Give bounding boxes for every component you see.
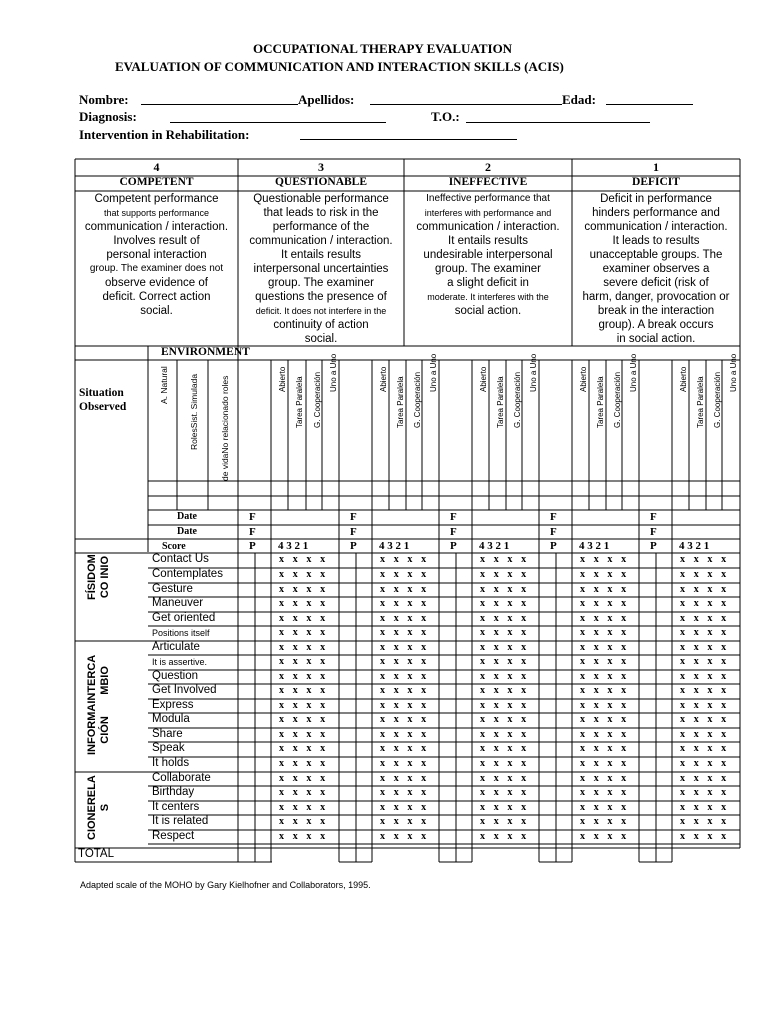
group-col-g-cooperaci-n-label: G. Cooperación bbox=[513, 371, 522, 428]
f-mark: F bbox=[350, 526, 357, 538]
score-x-marks[interactable]: x x x x bbox=[680, 598, 730, 609]
score-x-marks[interactable]: x x x x bbox=[480, 598, 530, 609]
score-x-marks[interactable]: x x x x bbox=[480, 831, 530, 842]
score-x-marks[interactable]: x x x x bbox=[680, 743, 730, 754]
score-x-marks[interactable]: x x x x bbox=[680, 671, 730, 682]
group-col-tarea-paralela-label: Tarea Paralela bbox=[496, 376, 505, 428]
desc-line: group). A break occurs bbox=[598, 319, 714, 331]
group-col-g-cooperaci-n-label: G. Cooperación bbox=[313, 371, 322, 428]
score-x-marks[interactable]: x x x x bbox=[279, 569, 329, 580]
skill-item: Maneuver bbox=[152, 597, 204, 609]
score-x-marks[interactable]: x x x x bbox=[480, 685, 530, 696]
skill-item: Get Involved bbox=[152, 684, 217, 696]
score-x-marks[interactable]: x x x x bbox=[680, 554, 730, 565]
score-x-marks[interactable]: x x x x bbox=[480, 816, 530, 827]
score-x-marks[interactable]: x x x x bbox=[380, 758, 430, 769]
score-x-marks[interactable]: x x x x bbox=[580, 656, 630, 667]
score-x-marks[interactable]: x x x x bbox=[380, 787, 430, 798]
f-mark: F bbox=[650, 511, 657, 523]
desc-line: break in the interaction bbox=[597, 305, 715, 317]
f-mark: F bbox=[249, 526, 256, 538]
desc-line: social. bbox=[304, 333, 338, 345]
desc-line: performance of the bbox=[272, 221, 370, 233]
score-x-marks[interactable]: x x x x bbox=[380, 802, 430, 813]
score-x-marks[interactable]: x x x x bbox=[580, 714, 630, 725]
desc-line: questions the presence of bbox=[255, 291, 387, 303]
score-x-marks[interactable]: x x x x bbox=[380, 685, 430, 696]
group-line: CO INIO bbox=[99, 556, 111, 599]
desc-line: deficit. It does not interfere in the bbox=[255, 306, 387, 316]
skill-item: Modula bbox=[152, 713, 190, 725]
environment-label: ENVIRONMENT bbox=[161, 346, 250, 358]
desc-line: continuity of action bbox=[273, 319, 369, 331]
group-fisico-label bbox=[86, 554, 112, 600]
group-col-abierto-label: Abierto bbox=[278, 366, 287, 392]
edad-label: Edad: bbox=[562, 92, 596, 107]
skill-item: Share bbox=[152, 728, 183, 740]
skill-item: Respect bbox=[152, 830, 195, 842]
score-x-marks[interactable]: x x x x bbox=[480, 802, 530, 813]
score-x-marks[interactable]: x x x x bbox=[279, 802, 329, 813]
intervention-label: Intervention in Rehabilitation: bbox=[79, 127, 250, 142]
total-label: TOTAL bbox=[78, 848, 114, 860]
env-no-relacionado-label: de vidaNo relacionado roles bbox=[220, 375, 230, 481]
desc-ineffective bbox=[405, 192, 571, 318]
group-col-tarea-paralela-label: Tarea Paralela bbox=[396, 376, 405, 428]
level-4-number: 4 bbox=[153, 160, 160, 174]
desc-line: a slight deficit in bbox=[447, 277, 529, 289]
score-x-marks[interactable]: x x x x bbox=[680, 802, 730, 813]
group-col-uno-a-uno-label: Uno a Uno bbox=[329, 353, 338, 392]
apellidos-label: Apellidos: bbox=[298, 92, 355, 107]
desc-line: communication / interaction. bbox=[84, 221, 229, 233]
desc-line: communication / interaction. bbox=[416, 221, 560, 233]
f-mark: F bbox=[450, 511, 457, 523]
score-scale: 4 3 2 1 bbox=[278, 540, 309, 552]
situation-line: Situation bbox=[79, 387, 124, 399]
desc-line: communication / interaction. bbox=[584, 221, 728, 233]
score-x-marks[interactable]: x x x x bbox=[680, 642, 730, 653]
f-mark: F bbox=[450, 526, 457, 538]
desc-line: social action. bbox=[454, 305, 522, 317]
date-label-2: Date bbox=[177, 526, 197, 537]
score-label: Score bbox=[162, 541, 186, 552]
group-col-abierto-label: Abierto bbox=[479, 366, 488, 392]
skill-item: Get oriented bbox=[152, 612, 216, 624]
level-1-number: 1 bbox=[653, 160, 659, 174]
score-x-marks[interactable]: x x x x bbox=[279, 584, 329, 595]
desc-line: moderate. It interferes with the bbox=[427, 292, 549, 302]
score-x-marks[interactable]: x x x x bbox=[279, 642, 329, 653]
score-x-marks[interactable]: x x x x bbox=[279, 773, 329, 784]
score-x-marks[interactable]: x x x x bbox=[580, 569, 630, 580]
group-line: CIÓN MBIO bbox=[99, 666, 111, 744]
score-x-marks[interactable]: x x x x bbox=[580, 700, 630, 711]
score-x-marks[interactable]: x x x x bbox=[480, 758, 530, 769]
level-3-number: 3 bbox=[318, 160, 324, 174]
score-x-marks[interactable]: x x x x bbox=[580, 773, 630, 784]
desc-line: Competent performance bbox=[94, 193, 219, 205]
score-x-marks[interactable]: x x x x bbox=[680, 787, 730, 798]
form-title: OCCUPATIONAL THERAPY EVALUATION bbox=[253, 41, 513, 56]
score-x-marks[interactable]: x x x x bbox=[480, 671, 530, 682]
score-x-marks[interactable]: x x x x bbox=[380, 714, 430, 725]
desc-line: deficit. Correct action bbox=[102, 291, 211, 303]
group-intercambio-label bbox=[86, 655, 112, 755]
score-x-marks[interactable]: x x x x bbox=[680, 816, 730, 827]
score-x-marks[interactable]: x x x x bbox=[279, 554, 329, 565]
score-x-marks[interactable]: x x x x bbox=[480, 584, 530, 595]
score-x-marks[interactable]: x x x x bbox=[580, 831, 630, 842]
score-scale: 4 3 2 1 bbox=[379, 540, 410, 552]
score-x-marks[interactable]: x x x x bbox=[279, 700, 329, 711]
group-line: CIONERELA bbox=[86, 775, 98, 840]
form-subtitle: EVALUATION OF COMMUNICATION AND INTERACTION SKILLS (ACIS) bbox=[115, 59, 564, 74]
skill-item: Birthday bbox=[152, 786, 195, 798]
p-mark: P bbox=[249, 540, 256, 552]
score-x-marks[interactable]: x x x x bbox=[480, 569, 530, 580]
score-x-marks[interactable]: x x x x bbox=[680, 729, 730, 740]
score-x-marks[interactable]: x x x x bbox=[279, 816, 329, 827]
score-x-marks[interactable]: x x x x bbox=[380, 627, 430, 638]
skill-item: It centers bbox=[152, 801, 200, 813]
f-mark: F bbox=[650, 526, 657, 538]
score-x-marks[interactable]: x x x x bbox=[380, 642, 430, 653]
score-x-marks[interactable]: x x x x bbox=[480, 627, 530, 638]
score-x-marks[interactable]: x x x x bbox=[279, 613, 329, 624]
group-col-tarea-paralela-label: Tarea Paralela bbox=[295, 376, 304, 428]
score-x-marks[interactable]: x x x x bbox=[279, 598, 329, 609]
score-x-marks[interactable]: x x x x bbox=[680, 569, 730, 580]
desc-competent bbox=[76, 192, 237, 318]
group-col-uno-a-uno-label: Uno a Uno bbox=[729, 353, 738, 392]
score-x-marks[interactable]: x x x x bbox=[380, 743, 430, 754]
score-x-marks[interactable]: x x x x bbox=[279, 714, 329, 725]
score-x-marks[interactable]: x x x x bbox=[680, 656, 730, 667]
desc-line: group. The examiner bbox=[268, 277, 374, 289]
desc-line: that leads to risk in the bbox=[263, 207, 379, 219]
situation-observed-label bbox=[79, 386, 126, 414]
score-scale: 4 3 2 1 bbox=[479, 540, 510, 552]
score-x-marks[interactable]: x x x x bbox=[580, 613, 630, 624]
score-x-marks[interactable]: x x x x bbox=[580, 627, 630, 638]
desc-line: It entails results bbox=[448, 235, 528, 247]
p-mark: P bbox=[650, 540, 657, 552]
score-x-marks[interactable]: x x x x bbox=[279, 743, 329, 754]
f-mark: F bbox=[550, 526, 557, 538]
score-x-marks[interactable]: x x x x bbox=[680, 613, 730, 624]
score-x-marks[interactable]: x x x x bbox=[380, 700, 430, 711]
env-natural-label: A. Natural bbox=[159, 366, 169, 404]
score-x-marks[interactable]: x x x x bbox=[279, 831, 329, 842]
score-x-marks[interactable]: x x x x bbox=[380, 656, 430, 667]
desc-line: social. bbox=[140, 305, 173, 317]
group-col-uno-a-uno-label: Uno a Uno bbox=[529, 353, 538, 392]
group-col-g-cooperaci-n-label: G. Cooperación bbox=[713, 371, 722, 428]
desc-line: interferes with performance and bbox=[424, 208, 552, 218]
env-simulada-label: RolesSist. Simulada bbox=[189, 373, 199, 450]
score-x-marks[interactable]: x x x x bbox=[480, 656, 530, 667]
score-x-marks[interactable]: x x x x bbox=[480, 773, 530, 784]
nombre-label: Nombre: bbox=[79, 92, 129, 107]
level-ineffective-name: INEFFECTIVE bbox=[448, 176, 528, 188]
group-line: S bbox=[99, 803, 111, 812]
score-x-marks[interactable]: x x x x bbox=[480, 700, 530, 711]
score-x-marks[interactable]: x x x x bbox=[680, 831, 730, 842]
group-col-tarea-paralela-label: Tarea Paralela bbox=[696, 376, 705, 428]
p-mark: P bbox=[450, 540, 457, 552]
desc-line: unacceptable groups. The bbox=[589, 249, 723, 261]
group-col-uno-a-uno-label: Uno a Uno bbox=[429, 353, 438, 392]
group-line: FÍSIDOM bbox=[86, 554, 98, 600]
group-col-uno-a-uno-label: Uno a Uno bbox=[629, 353, 638, 392]
f-mark: F bbox=[350, 511, 357, 523]
score-x-marks[interactable]: x x x x bbox=[380, 554, 430, 565]
score-x-marks[interactable]: x x x x bbox=[580, 816, 630, 827]
group-col-abierto-label: Abierto bbox=[379, 366, 388, 392]
to-label: T.O.: bbox=[431, 109, 460, 124]
score-scale: 4 3 2 1 bbox=[579, 540, 610, 552]
desc-questionable bbox=[239, 192, 403, 346]
score-x-marks[interactable]: x x x x bbox=[480, 613, 530, 624]
diagnosis-label: Diagnosis: bbox=[79, 109, 137, 124]
score-x-marks[interactable]: x x x x bbox=[680, 627, 730, 638]
score-x-marks[interactable]: x x x x bbox=[680, 758, 730, 769]
desc-line: that supports performance bbox=[103, 208, 210, 218]
score-x-marks[interactable]: x x x x bbox=[680, 584, 730, 595]
score-x-marks[interactable]: x x x x bbox=[279, 627, 329, 638]
score-x-marks[interactable]: x x x x bbox=[580, 554, 630, 565]
f-mark: F bbox=[550, 511, 557, 523]
desc-line: in social action. bbox=[616, 333, 696, 345]
score-x-marks[interactable]: x x x x bbox=[580, 802, 630, 813]
desc-line: It entails results bbox=[281, 249, 361, 261]
level-deficit-name: DEFICIT bbox=[632, 176, 680, 188]
score-x-marks[interactable]: x x x x bbox=[380, 671, 430, 682]
score-x-marks[interactable]: x x x x bbox=[279, 671, 329, 682]
skill-item: It is related bbox=[152, 815, 209, 827]
score-x-marks[interactable]: x x x x bbox=[380, 773, 430, 784]
skill-item: It is assertive. bbox=[152, 657, 208, 667]
desc-line: harm, danger, provocation or bbox=[582, 291, 730, 303]
level-competent-name: COMPETENT bbox=[119, 176, 194, 188]
group-col-abierto-label: Abierto bbox=[579, 366, 588, 392]
score-x-marks[interactable]: x x x x bbox=[279, 729, 329, 740]
group-col-tarea-paralela-label: Tarea Paralela bbox=[596, 376, 605, 428]
skill-item: Contemplates bbox=[152, 568, 223, 580]
desc-line: personal interaction bbox=[106, 249, 207, 261]
desc-line: observe evidence of bbox=[105, 277, 208, 289]
situation-line: Observed bbox=[79, 401, 127, 413]
score-x-marks[interactable]: x x x x bbox=[279, 787, 329, 798]
skill-item: Gesture bbox=[152, 583, 193, 595]
score-x-marks[interactable]: x x x x bbox=[380, 831, 430, 842]
score-x-marks[interactable]: x x x x bbox=[580, 743, 630, 754]
skill-item: Speak bbox=[152, 742, 185, 754]
score-x-marks[interactable]: x x x x bbox=[580, 642, 630, 653]
level-questionable-name: QUESTIONABLE bbox=[274, 176, 368, 188]
footer-credit: Adapted scale of the MOHO by Gary Kielhofner and Collaborators, 1995. bbox=[80, 880, 371, 890]
skill-item: Articulate bbox=[152, 641, 200, 653]
score-x-marks[interactable]: x x x x bbox=[480, 743, 530, 754]
desc-line: Ineffective performance that bbox=[426, 193, 550, 204]
score-x-marks[interactable]: x x x x bbox=[580, 758, 630, 769]
score-x-marks[interactable]: x x x x bbox=[580, 584, 630, 595]
score-scale: 4 3 2 1 bbox=[679, 540, 710, 552]
score-x-marks[interactable]: x x x x bbox=[580, 729, 630, 740]
score-x-marks[interactable]: x x x x bbox=[380, 584, 430, 595]
desc-line: Deficit in performance bbox=[600, 193, 712, 205]
desc-line: Questionable performance bbox=[253, 193, 389, 205]
group-col-g-cooperaci-n-label: G. Cooperación bbox=[413, 371, 422, 428]
score-x-marks[interactable]: x x x x bbox=[279, 656, 329, 667]
score-x-marks[interactable]: x x x x bbox=[480, 714, 530, 725]
score-x-marks[interactable]: x x x x bbox=[380, 569, 430, 580]
desc-line: hinders performance and bbox=[592, 207, 720, 219]
group-relaciones-label bbox=[86, 775, 112, 840]
p-mark: P bbox=[550, 540, 557, 552]
skill-item: It holds bbox=[152, 757, 190, 769]
skill-item: Question bbox=[152, 670, 199, 682]
desc-line: interpersonal uncertainties bbox=[253, 263, 389, 275]
score-x-marks[interactable]: x x x x bbox=[480, 787, 530, 798]
score-x-marks[interactable]: x x x x bbox=[580, 671, 630, 682]
score-x-marks[interactable]: x x x x bbox=[480, 642, 530, 653]
desc-line: group. The examiner does not bbox=[89, 263, 224, 274]
score-x-marks[interactable]: x x x x bbox=[480, 554, 530, 565]
desc-line: examiner observes a bbox=[602, 263, 710, 275]
group-line: INFORMAINTERCA bbox=[86, 654, 98, 755]
score-x-marks[interactable]: x x x x bbox=[680, 700, 730, 711]
desc-line: undesirable interpersonal bbox=[423, 249, 553, 261]
skill-item: Contact Us bbox=[152, 553, 209, 565]
skill-item: Express bbox=[152, 699, 194, 711]
score-x-marks[interactable]: x x x x bbox=[380, 613, 430, 624]
group-col-abierto-label: Abierto bbox=[679, 366, 688, 392]
p-mark: P bbox=[350, 540, 357, 552]
score-x-marks[interactable]: x x x x bbox=[580, 685, 630, 696]
score-x-marks[interactable]: x x x x bbox=[480, 729, 530, 740]
score-x-marks[interactable]: x x x x bbox=[680, 773, 730, 784]
score-x-marks[interactable]: x x x x bbox=[380, 598, 430, 609]
skill-item: Positions itself bbox=[152, 628, 210, 638]
f-mark: F bbox=[249, 511, 256, 523]
desc-line: Involves result of bbox=[113, 235, 200, 247]
skill-item: Collaborate bbox=[152, 772, 211, 784]
date-label-1: Date bbox=[177, 511, 197, 522]
desc-deficit bbox=[573, 192, 739, 346]
group-col-g-cooperaci-n-label: G. Cooperación bbox=[613, 371, 622, 428]
score-x-marks[interactable]: x x x x bbox=[279, 685, 329, 696]
level-2-number: 2 bbox=[485, 160, 491, 174]
score-x-marks[interactable]: x x x x bbox=[380, 816, 430, 827]
score-x-marks[interactable]: x x x x bbox=[380, 729, 430, 740]
desc-line: It leads to results bbox=[612, 235, 700, 247]
score-x-marks[interactable]: x x x x bbox=[680, 714, 730, 725]
score-x-marks[interactable]: x x x x bbox=[580, 787, 630, 798]
score-x-marks[interactable]: x x x x bbox=[680, 685, 730, 696]
desc-line: group. The examiner bbox=[435, 263, 541, 275]
desc-line: communication / interaction. bbox=[249, 235, 393, 247]
score-x-marks[interactable]: x x x x bbox=[580, 598, 630, 609]
desc-line: severe deficit (risk of bbox=[603, 277, 709, 289]
score-x-marks[interactable]: x x x x bbox=[279, 758, 329, 769]
